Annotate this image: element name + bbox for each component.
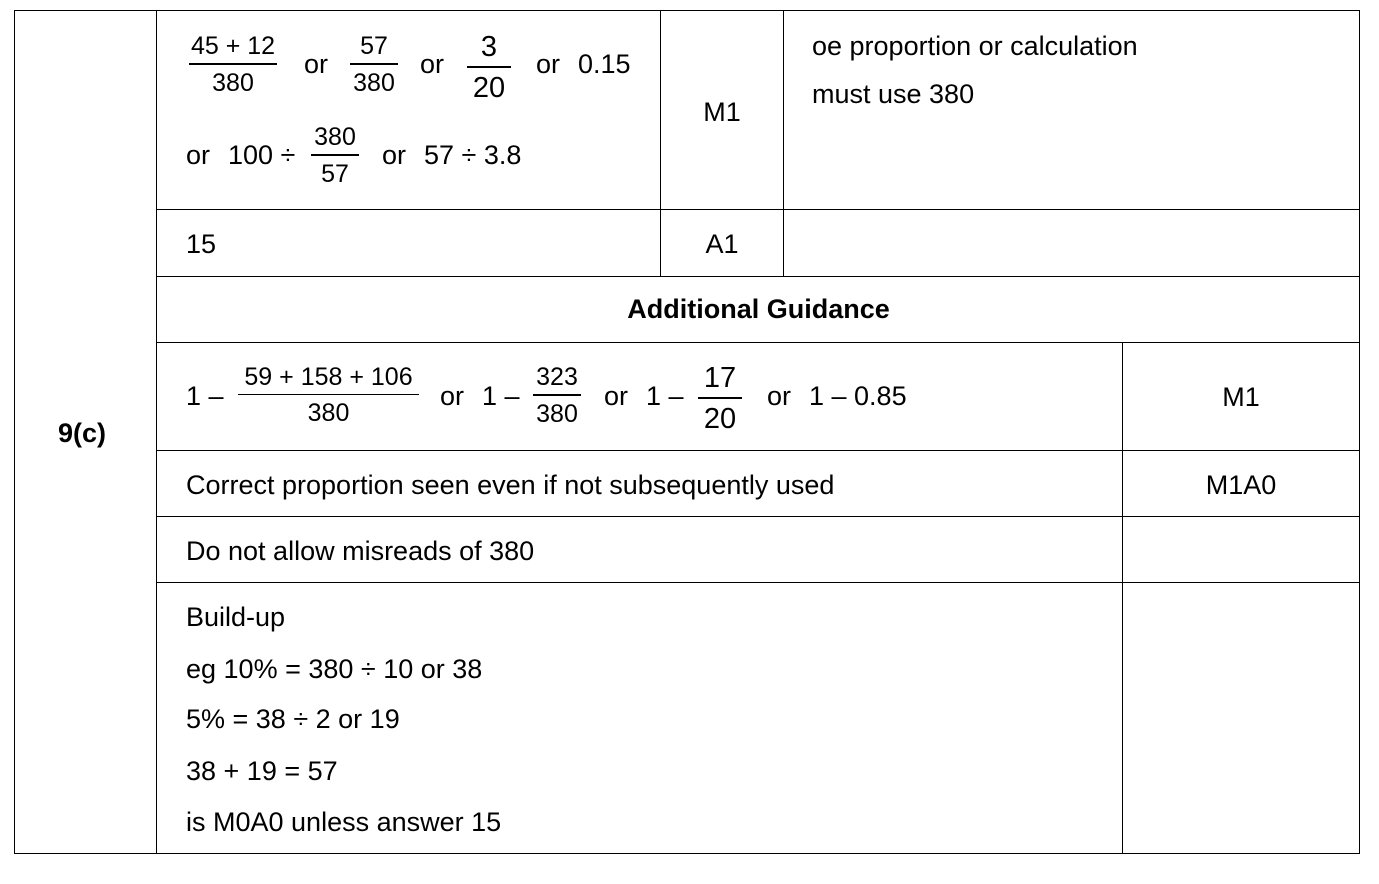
border-left xyxy=(14,10,15,854)
mark-a1: A1 xyxy=(705,229,739,259)
or-text: or xyxy=(420,49,445,79)
col-divider xyxy=(156,10,157,854)
answer-value: 15 xyxy=(186,229,217,259)
col-divider xyxy=(1122,342,1123,854)
fraction-sum-over-380: 59 + 158 + 106 380 xyxy=(238,365,419,426)
row-divider xyxy=(157,450,1360,451)
last-expression: 1 – 0.85 xyxy=(809,381,907,411)
or-text: or xyxy=(440,381,465,411)
border-right xyxy=(1359,10,1360,854)
mark-m1: M1 xyxy=(703,97,741,127)
question-number: 9(c) xyxy=(58,418,107,448)
buildup-line-2: eg 10% = 380 ÷ 10 or 38 xyxy=(186,654,483,684)
border-bottom xyxy=(14,853,1360,854)
guidance-mark-m1a0: M1A0 xyxy=(1205,470,1277,500)
row-divider xyxy=(157,516,1360,517)
or-text: or xyxy=(304,49,329,79)
one-minus: 1 – xyxy=(482,381,520,411)
guidance-header: Additional Guidance xyxy=(627,294,890,324)
guidance-text-misreads: Do not allow misreads of 380 xyxy=(186,536,535,566)
or-text: or xyxy=(382,140,407,170)
hundred-divide: 100 ÷ xyxy=(228,140,296,170)
or-text: or xyxy=(536,49,561,79)
fraction-323-over-380: 323 380 xyxy=(533,365,581,427)
col-divider xyxy=(783,10,784,277)
fraction-17-over-20: 17 20 xyxy=(698,364,742,434)
buildup-line-4: 38 + 19 = 57 xyxy=(186,756,338,786)
guidance-text-proportion: Correct proportion seen even if not subsequently used xyxy=(186,470,835,500)
fraction-380-over-57: 380 57 xyxy=(311,125,359,187)
buildup-line-3: 5% = 38 ÷ 2 or 19 xyxy=(186,704,400,734)
buildup-line-5: is M0A0 unless answer 15 xyxy=(186,807,502,837)
divide-57: 57 ÷ 3.8 xyxy=(424,140,522,170)
comment-line-1: oe proportion or calculation xyxy=(812,31,1138,61)
fraction-45-12-over-380: 45 + 12 380 xyxy=(190,32,276,97)
or-text: or xyxy=(767,381,792,411)
fraction-57-over-380: 57 380 xyxy=(350,34,398,96)
fraction-3-over-20: 3 20 xyxy=(467,33,511,103)
row-divider xyxy=(157,276,1360,277)
or-text: or xyxy=(186,140,211,170)
decimal-value: 0.15 xyxy=(578,49,631,79)
border-top xyxy=(14,10,1360,11)
row-divider xyxy=(157,342,1360,343)
row-divider xyxy=(157,209,1360,210)
guidance-mark-m1: M1 xyxy=(1222,382,1260,412)
buildup-line-1: Build-up xyxy=(186,602,286,632)
one-minus: 1 – xyxy=(186,381,224,411)
row-divider xyxy=(157,582,1360,583)
one-minus: 1 – xyxy=(646,381,684,411)
comment-line-2: must use 380 xyxy=(812,79,975,109)
or-text: or xyxy=(604,381,629,411)
